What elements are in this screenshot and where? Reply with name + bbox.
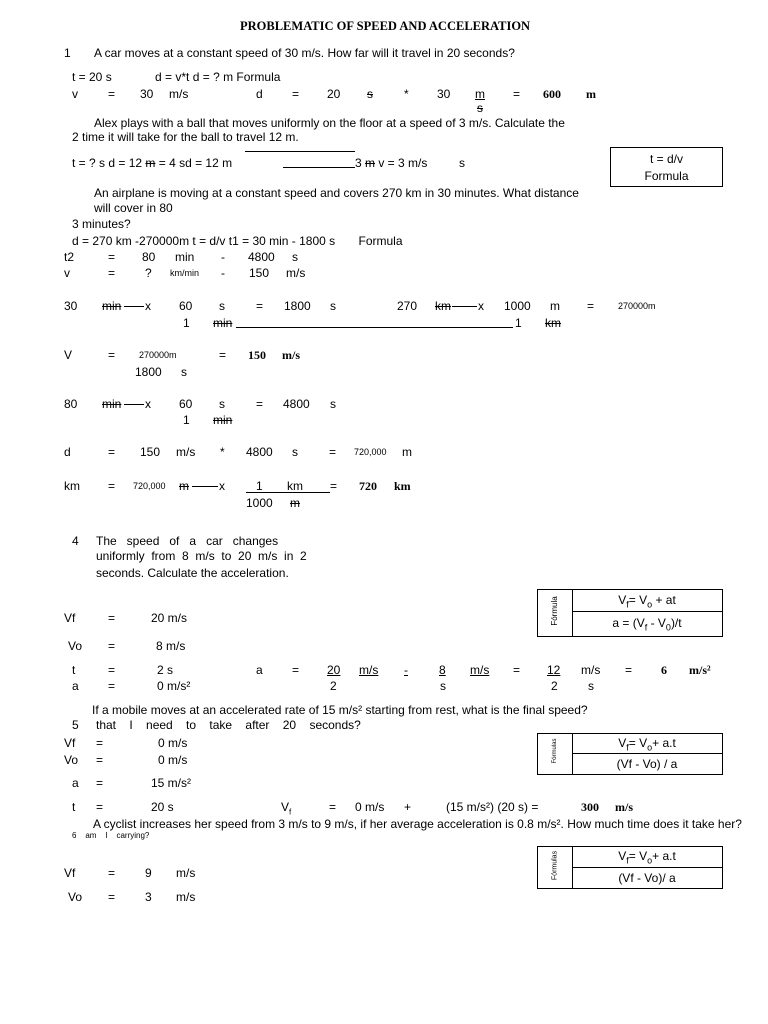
p4-calc-ms: m/s	[359, 663, 379, 677]
c6-x: x	[219, 479, 225, 493]
problem-4-line2: uniformly from 8 m/s to 20 m/s in 2	[96, 549, 307, 563]
p5-t-val: 20 s	[151, 800, 174, 814]
p1-eq3: =	[513, 87, 521, 101]
p5-eq3: =	[96, 776, 104, 790]
p4-formula-row-line	[572, 611, 723, 612]
c1-1800: 1800	[284, 299, 311, 313]
c3-1800: 1800	[135, 365, 162, 379]
c6-eq: =	[108, 479, 116, 493]
p5-formula-label: Fórmulas	[552, 738, 558, 764]
p6-vf-unit: m/s	[176, 866, 196, 880]
p6-formula-1: $V_f= V_o+ a.t$	[618, 849, 676, 866]
p3-s: s	[292, 250, 298, 264]
c2-270000m: 270000m	[618, 301, 656, 311]
c5-eq2: =	[329, 445, 337, 459]
c2-1000: 1000	[504, 299, 531, 313]
p4-calc-ms2: m/s	[470, 663, 490, 677]
p4-vo: Vo	[68, 639, 83, 653]
p2-calc-b: 3 m v = 3 m/s	[355, 156, 428, 170]
p6-eq1: =	[108, 866, 116, 880]
p4-calc-minus: -	[404, 663, 408, 677]
p5-vo-val: 0 m/s	[158, 753, 188, 767]
p5-vf-product: (15 m/s²) (20 s) =	[446, 800, 539, 814]
p1-t-value: 20	[327, 87, 341, 101]
p1-eq2: =	[292, 87, 300, 101]
p4-calc-a: a	[256, 663, 263, 677]
c4-4800: 4800	[283, 397, 310, 411]
c6-1000: 1000	[246, 496, 273, 510]
p3-kmmin: km/min	[170, 268, 199, 278]
p5-a: a	[72, 776, 79, 790]
c4-eq: =	[256, 397, 264, 411]
p5-formula-1: $V_f= V_o+ a.t$	[618, 736, 676, 753]
c3-s: s	[181, 365, 187, 379]
p3-t2-label: t2	[64, 250, 75, 264]
c3-150: 150	[248, 348, 266, 362]
p4-calc-8: 8	[439, 663, 446, 677]
c2-x: x	[478, 299, 484, 313]
p3-eq2: =	[108, 266, 116, 280]
p4-calc-eq3: =	[625, 663, 633, 677]
p4-a: a	[72, 679, 79, 693]
c3-eq: =	[108, 348, 116, 362]
p6-formula-2: (Vf - Vo)/ a	[618, 871, 676, 885]
problem-1-question: A car moves at a constant speed of 30 m/s. How far will it travel in 20 seconds?	[94, 46, 515, 60]
c5-150: 150	[140, 445, 161, 459]
problem-3-givens: d = 270 km -270000m t = d/v t1 = 30 min - 1800 s Formula	[72, 234, 403, 248]
p1-result: 600	[543, 87, 561, 101]
p6-vo-unit: m/s	[176, 890, 196, 904]
p3-t2-s: 4800	[248, 250, 275, 264]
p4-calc-eq2: =	[513, 663, 521, 677]
p4-eq3: =	[108, 663, 116, 677]
c6-km3: km	[394, 479, 411, 493]
p1-s-den: s	[477, 101, 483, 115]
c2-km: km	[435, 299, 451, 313]
p2-overline	[245, 151, 355, 152]
p4-a-val: 0 m/s²	[157, 679, 191, 693]
c1-min-den: min	[213, 316, 233, 330]
p2-formula-label: Formula	[644, 169, 689, 183]
problem-4-line1: The speed of a car changes	[96, 534, 279, 548]
p2-s: s	[459, 156, 465, 170]
problem-5-line2: that I need to take after 20 seconds?	[96, 718, 361, 732]
c2-1: 1	[515, 316, 522, 330]
problem-6-line1: A cyclist increases her speed from 3 m/s to 9 m/s, if her average acceleration is 0.8 m/s². How much time does it take her?	[93, 817, 742, 831]
p4-vo-val: 8 m/s	[156, 639, 186, 653]
p3-v-val: 150	[249, 266, 270, 280]
p6-formula-row-line	[572, 867, 723, 868]
c6-1: 1	[256, 479, 263, 493]
p3-dash: -	[221, 250, 225, 264]
c6-m: m	[179, 479, 189, 493]
p1-v-unit: m/s	[169, 87, 189, 101]
p1-s-cancel: s	[367, 87, 373, 101]
c1-line	[124, 306, 144, 307]
page-title: PROBLEMATIC OF SPEED AND ACCELERATION	[240, 19, 531, 33]
c1-1: 1	[183, 316, 190, 330]
p4-vf-val: 20 m/s	[151, 611, 188, 625]
p5-result-unit: m/s	[615, 800, 633, 814]
c3-ms: m/s	[282, 348, 300, 362]
c6-eq2: =	[330, 479, 338, 493]
p6-vo-val: 3	[145, 890, 152, 904]
p4-formula-1: $V_f= V_o$ + at	[618, 593, 676, 610]
p4-calc-12: 12	[547, 663, 561, 677]
c5-d: d	[64, 445, 71, 459]
p4-calc-ms3: m/s	[581, 663, 601, 677]
problem-4-line3: seconds. Calculate the acceleration.	[96, 566, 289, 580]
c2-km-den: km	[545, 316, 561, 330]
p3-eq: =	[108, 250, 116, 264]
c6-m-den: m	[290, 496, 300, 510]
p4-calc-20: 20	[327, 663, 341, 677]
p5-t: t	[72, 800, 76, 814]
p5-vf-0: 0 m/s	[355, 800, 385, 814]
p5-formula-divider	[572, 733, 573, 775]
c5-s: s	[292, 445, 298, 459]
p1-m-num: m	[475, 87, 485, 101]
problem-4-number: 4	[72, 534, 79, 548]
p4-eq1: =	[108, 611, 116, 625]
c2-line	[452, 306, 477, 307]
p4-calc-ms2-unit: m/s²	[689, 663, 711, 677]
problem-5-line1: If a mobile moves at an accelerated rate of 15 m/s² starting from rest, what is the final speed?	[92, 703, 588, 717]
c4-80: 80	[64, 397, 78, 411]
c1-eq: =	[256, 299, 264, 313]
c6-720: 720	[359, 479, 377, 493]
p1-d-label: d	[256, 87, 263, 101]
p4-calc-s: s	[440, 679, 446, 693]
p6-vo: Vo	[68, 890, 83, 904]
p4-formula-2: $a = (V_f - V_0)/t$	[612, 616, 682, 633]
problem-2-line1: Alex plays with a ball that moves uniformly on the floor at a speed of 3 m/s. Calculate the	[94, 116, 565, 130]
p4-eq2: =	[108, 639, 116, 653]
p1-speed: 30	[437, 87, 451, 101]
p6-vf: Vf	[64, 866, 76, 880]
c6-fraction-line	[246, 492, 330, 493]
p1-v-value: 30	[140, 87, 154, 101]
c5-times: *	[220, 445, 225, 459]
p4-t-val: 2 s	[157, 663, 174, 677]
p5-vf-eq: =	[329, 800, 337, 814]
problem-3-line3: 3 minutes?	[72, 217, 131, 231]
c4-60: 60	[179, 397, 193, 411]
c3-V: V	[64, 348, 73, 362]
c5-720000: 720,000	[354, 447, 387, 457]
c6-km2: km	[287, 479, 303, 493]
p3-min: min	[175, 250, 195, 264]
c4-min-den: min	[213, 413, 233, 427]
c5-eq: =	[108, 445, 116, 459]
c1-30: 30	[64, 299, 78, 313]
p3-ms: m/s	[286, 266, 306, 280]
p4-calc-s2: s	[588, 679, 594, 693]
c4-s: s	[219, 397, 225, 411]
p2-formula: t = d/v	[649, 152, 684, 166]
c6-line	[192, 486, 218, 487]
c1-s2: s	[330, 299, 336, 313]
p1-times: *	[404, 87, 409, 101]
p2-fraction-line	[283, 167, 355, 168]
p5-result: 300	[581, 800, 599, 814]
problem-1-number: 1	[64, 46, 71, 60]
problem-2-line2: 2 time it will take for the ball to travel 12 m.	[72, 130, 299, 144]
c5-m: m	[402, 445, 412, 459]
p5-vf-result: $V_f$	[281, 800, 292, 817]
c-long-line	[236, 327, 513, 328]
p4-formula-label: Fórmula	[550, 596, 559, 626]
c4-line	[124, 404, 144, 405]
p5-eq2: =	[96, 753, 104, 767]
p6-formula-label: Fórmulas	[551, 850, 559, 881]
p4-t: t	[72, 663, 76, 677]
c2-m: m	[550, 299, 560, 313]
c3-eq2: =	[219, 348, 227, 362]
c4-s2: s	[330, 397, 336, 411]
c6-720000: 720,000	[133, 481, 166, 491]
p5-vf: Vf	[64, 736, 76, 750]
p3-dash2: -	[221, 266, 225, 280]
p4-calc-2b: 2	[551, 679, 558, 693]
c1-min: min	[102, 299, 122, 313]
p5-a-val: 15 m/s²	[151, 776, 192, 790]
c5-4800: 4800	[246, 445, 273, 459]
c2-eq: =	[587, 299, 595, 313]
c1-x: x	[145, 299, 151, 313]
problem-1-givens: t = 20 s d = v*t d = ? m Formula	[72, 70, 281, 84]
c6-km: km	[64, 479, 80, 493]
p5-formula-2: (Vf - Vo) / a	[616, 757, 678, 771]
problem-5-number: 5	[72, 718, 79, 732]
p3-q: ?	[145, 266, 152, 280]
p5-plus: +	[404, 800, 412, 814]
p5-eq4: =	[96, 800, 104, 814]
p2-calc-a: t = ? s d = 12 m = 4 sd = 12 m	[72, 156, 233, 170]
p5-vf-val: 0 m/s	[158, 736, 188, 750]
p1-result-unit: m	[586, 87, 596, 101]
c2-270: 270	[397, 299, 418, 313]
problem-3-line2: will cover in 80	[94, 201, 173, 215]
c1-s: s	[219, 299, 225, 313]
c1-60: 60	[179, 299, 193, 313]
c3-270000m: 270000m	[139, 350, 177, 360]
p4-calc-eq: =	[292, 663, 300, 677]
problem-3-line1: An airplane is moving at a constant speed and covers 270 km in 30 minutes. What distance	[94, 186, 579, 200]
p6-eq2: =	[108, 890, 116, 904]
p4-calc-2: 2	[330, 679, 337, 693]
p5-formula-row-line	[572, 753, 723, 754]
p4-vf: Vf	[64, 611, 76, 625]
p1-v-label: v	[72, 87, 78, 101]
c5-ms: m/s	[176, 445, 196, 459]
p1-eq: =	[108, 87, 116, 101]
p5-vo: Vo	[64, 753, 79, 767]
p4-eq4: =	[108, 679, 116, 693]
p3-v-label: v	[64, 266, 70, 280]
p5-eq1: =	[96, 736, 104, 750]
p4-calc-6: 6	[661, 663, 667, 677]
p6-vf-val: 9	[145, 866, 152, 880]
p3-t2-value: 80	[142, 250, 156, 264]
p4-formula-divider	[572, 589, 573, 637]
c4-1: 1	[183, 413, 190, 427]
c4-min: min	[102, 397, 122, 411]
problem-6-line2: 6 am I carrying?	[72, 831, 150, 840]
c4-x: x	[145, 397, 151, 411]
